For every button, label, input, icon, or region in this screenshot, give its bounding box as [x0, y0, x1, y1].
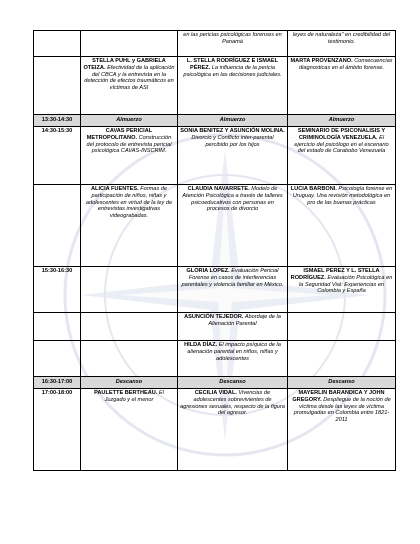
talk-title: Abordaje de la Alienación Parental — [208, 314, 281, 327]
talk-title: Formas de participación de niños, niñas y adolescentes en virtud de la ley de entrevistas investigativas videograbadas. — [85, 186, 173, 220]
session-cell — [81, 185, 178, 267]
speaker-name: PAULETTE BERTHEAU. — [94, 390, 158, 396]
session-cell — [178, 389, 288, 471]
table-row — [34, 377, 396, 389]
speaker-name: CECILIA VIDAL. — [194, 390, 237, 396]
talk-title: Divorcio y Conflicto inter-parental percibido por los hijos — [191, 134, 274, 148]
session-cell — [81, 31, 178, 57]
speaker-name: GLORIA LOPEZ. — [186, 268, 230, 274]
table-row — [34, 185, 396, 267]
session-cell — [288, 341, 396, 377]
session-cell — [81, 313, 178, 341]
session-cell — [178, 185, 288, 267]
speaker-name: ALICIA FUENTES. — [91, 186, 139, 192]
speaker-name: LUCIA BARBONI. — [290, 186, 337, 192]
session-cell — [178, 313, 288, 341]
talk-title: Modelo de Atención Psicológica a través de talleres psicoeducativos con personas en procesos de divorcio — [182, 186, 283, 213]
speaker-name: ASUNCIÓN TEJEDOR. — [184, 314, 244, 320]
break-cell: Descanso — [178, 377, 288, 389]
schedule-table — [33, 30, 396, 471]
session-cell — [81, 389, 178, 471]
table-row — [34, 267, 396, 313]
session-cell — [81, 127, 178, 185]
talk-title: El ejercicio del psicólogo en el escenario del estado de Carabobo Venezuela — [294, 134, 389, 155]
speaker-name: SONIA BENITEZ Y ASUNCIÓN MOLINA. — [180, 128, 285, 134]
speaker-name: MAYERLIN BARANDICA Y JOHN GREGORY. — [292, 390, 385, 403]
talk-title: Vivencias de adolescentes sobrevivientes de agresiones sexuales, respecto de la figura del agresor. — [180, 390, 285, 417]
time-cell: 16:30-17:00 — [34, 377, 81, 389]
session-cell: leyes de naturaleza" en credibilidad del testimonio. — [288, 31, 396, 57]
speaker-name: STELLA PUHL y GABRIELA OTEIZA. — [83, 58, 166, 71]
time-cell: 15:30-16:30 — [34, 267, 81, 313]
break-cell: Almuerzo — [81, 115, 178, 127]
time-cell: 17:00-18:00 — [34, 389, 81, 471]
talk-title: Efectividad de la aplicación del CBCA y la entrevista en la detección de efectos traumáticos en víctimas de ASI — [84, 64, 175, 92]
table-row — [34, 341, 396, 377]
speaker-name: SEMINARIO DE PSICONALISIS Y CRIMINOLOGÍA VENEZUELA. — [297, 128, 386, 141]
time-cell — [34, 341, 81, 377]
table-row — [34, 389, 396, 471]
break-cell: Descanso — [288, 377, 396, 389]
session-cell — [178, 267, 288, 313]
session-cell — [81, 341, 178, 377]
session-cell — [81, 57, 178, 115]
talk-title: Construcción del protocolo de entrevista pericial psicológica CAVAS-INSCRIM. — [86, 134, 172, 155]
session-cell — [178, 57, 288, 115]
talk-title: Evaluación Pericial Forense en casos de interferencias parentales y violencia familiar en México. — [181, 268, 284, 288]
session-cell — [288, 267, 396, 313]
table-row — [34, 31, 396, 57]
time-cell — [34, 31, 81, 57]
talk-title: Psicología forense en Uruguay. Una revisión metodológica en pro de las buenas prácticas — [292, 186, 393, 206]
speaker-name: ISMAEL PEREZ Y L. STELLA RODRÍGUEZ. — [290, 268, 380, 281]
session-cell — [178, 341, 288, 377]
table-row — [34, 115, 396, 127]
speaker-name: CLAUDIA NAVARRETE. — [187, 186, 250, 192]
session-cell — [288, 127, 396, 185]
break-cell: Almuerzo — [288, 115, 396, 127]
speaker-name: HILDA DÍAZ. — [184, 342, 218, 348]
table-row — [34, 313, 396, 341]
session-cell — [288, 57, 396, 115]
session-cell — [81, 267, 178, 313]
talk-title: Evaluación Psicológica en la Seguridad Vial: Experiencias en Colombia y España — [298, 274, 393, 295]
talk-title: Despliegue de la noción de víctima desde las leyes de víctima promulgadas en Colombia entre 1821-2011 — [293, 396, 391, 424]
session-cell — [288, 185, 396, 267]
break-cell: Descanso — [81, 377, 178, 389]
time-cell — [34, 185, 81, 267]
speaker-name: L. STELLA RODRÍGUEZ E ISMAEL PÉREZ. — [186, 58, 279, 71]
talk-title: El Juzgado y el menor — [104, 390, 164, 403]
speaker-name: CAVAS PERICIAL METROPOLITANO. — [86, 128, 153, 141]
talk-title: La influencia de la pericia psicológica en las decisiones judiciales. — [183, 64, 282, 78]
session-cell — [178, 127, 288, 185]
talk-title: El impacto psíquico de la alienación parental en niños, niñas y adolescentes — [187, 342, 281, 362]
table-row — [34, 127, 396, 185]
time-cell — [34, 57, 81, 115]
time-cell: 13:30-14:30 — [34, 115, 81, 127]
session-cell: en las pericias psicológicas forenses en Panamá — [178, 31, 288, 57]
time-cell: 14:30-15:30 — [34, 127, 81, 185]
session-cell — [288, 389, 396, 471]
session-cell — [288, 313, 396, 341]
speaker-name: MARTA PROVENZANO. — [290, 58, 353, 64]
break-cell: Almuerzo — [178, 115, 288, 127]
time-cell — [34, 313, 81, 341]
table-row — [34, 57, 396, 115]
talk-title: Consecuencias diagnosticas en el ámbito forense. — [299, 58, 393, 71]
